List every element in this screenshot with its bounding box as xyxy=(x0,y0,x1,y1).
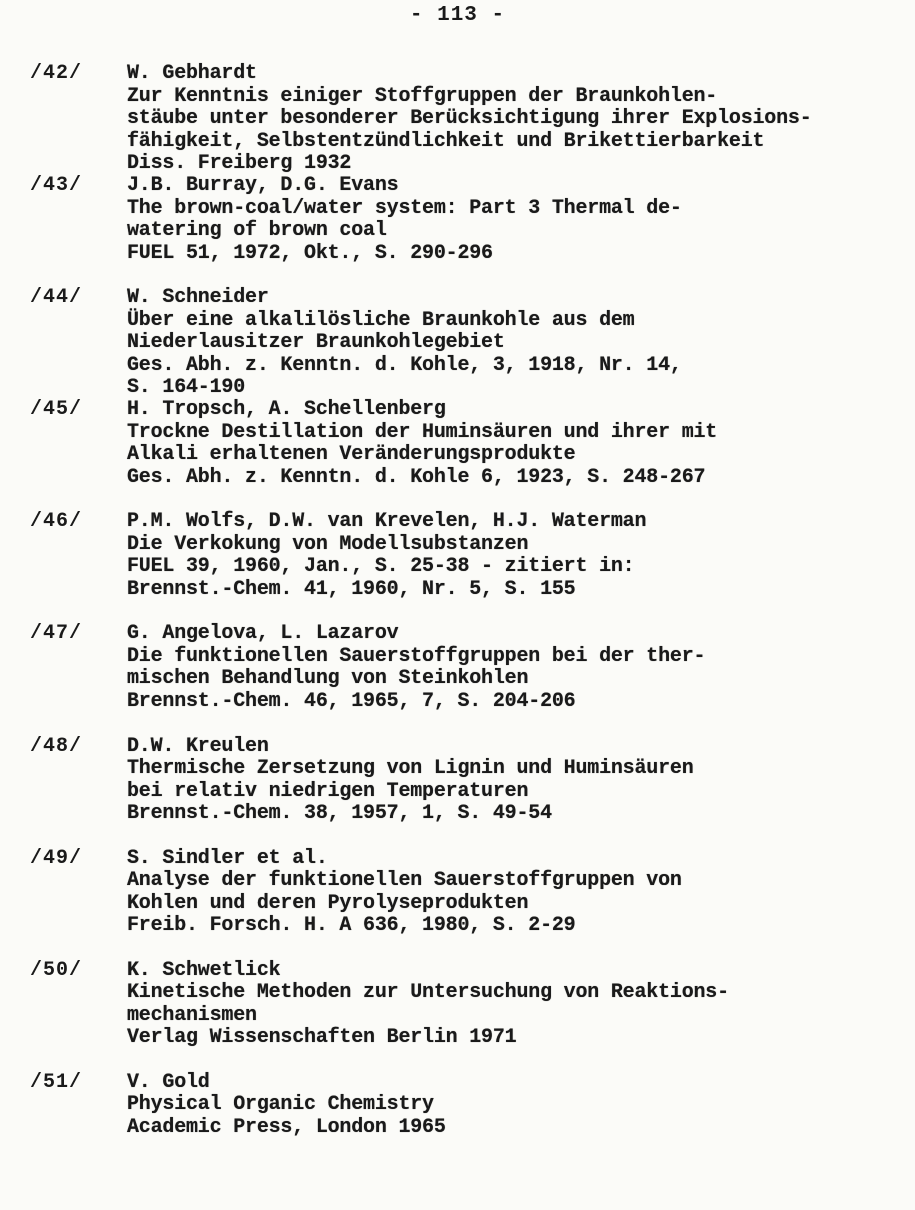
reference-line: Über eine alkalilösliche Braunkohle aus dem xyxy=(127,308,635,332)
reference-entry xyxy=(0,736,915,848)
reference-text xyxy=(127,623,907,713)
reference-line: Ges. Abh. z. Kenntn. d. Kohle, 3, 1918, Nr. 14, xyxy=(127,353,682,377)
reference-line: Zur Kenntnis einiger Stoffgruppen der Braunkohlen- xyxy=(127,84,718,108)
reference-entry xyxy=(0,287,915,399)
reference-line: FUEL 51, 1972, Okt., S. 290-296 xyxy=(127,241,493,265)
reference-line: bei relativ niedrigen Temperaturen xyxy=(127,779,529,803)
reference-number: /47/ xyxy=(30,622,83,646)
reference-line: Physical Organic Chemistry xyxy=(127,1093,434,1117)
reference-line: Freib. Forsch. H. A 636, 1980, S. 2-29 xyxy=(127,914,576,938)
reference-text xyxy=(127,63,907,176)
reference-line: Verlag Wissenschaften Berlin 1971 xyxy=(127,1026,517,1050)
reference-entry xyxy=(0,960,915,1072)
reference-entry xyxy=(0,511,915,623)
reference-line: Diss. Freiberg 1932 xyxy=(127,152,352,175)
reference-line: fähigkeit, Selbstentzündlichkeit und Brikettierbarkeit xyxy=(127,129,765,153)
reference-author: K. Schwetlick xyxy=(127,958,281,982)
reference-list xyxy=(0,63,915,1184)
reference-line: FUEL 39, 1960, Jan., S. 25-38 - zitiert in: xyxy=(127,555,635,579)
reference-line: Thermische Zersetzung von Lignin und Huminsäuren xyxy=(127,757,694,781)
reference-author: D.W. Kreulen xyxy=(127,734,269,758)
reference-author: P.M. Wolfs, D.W. van Krevelen, H.J. Waterman xyxy=(127,510,647,534)
reference-author: W. Schneider xyxy=(127,286,269,310)
reference-text xyxy=(127,736,907,826)
reference-line: Trockne Destillation der Huminsäuren und ihrer mit xyxy=(127,420,718,444)
reference-author: S. Sindler et al. xyxy=(127,846,328,870)
reference-author: J.B. Burray, D.G. Evans xyxy=(127,174,399,198)
reference-line: Brennst.-Chem. 38, 1957, 1, S. 49-54 xyxy=(127,802,552,826)
reference-author: V. Gold xyxy=(127,1070,210,1094)
reference-entry xyxy=(0,1072,915,1184)
reference-entry xyxy=(0,175,915,287)
reference-number: /48/ xyxy=(30,734,83,758)
reference-number: /46/ xyxy=(30,510,83,534)
reference-line: Niederlausitzer Braunkohlegebiet xyxy=(127,331,505,355)
reference-text xyxy=(127,287,907,400)
reference-text xyxy=(127,848,907,938)
reference-number: /49/ xyxy=(30,846,83,870)
reference-line: Kohlen und deren Pyrolyseprodukten xyxy=(127,891,529,915)
reference-line: Alkali erhaltenen Veränderungsprodukte xyxy=(127,443,576,467)
reference-text xyxy=(127,399,907,489)
reference-line: stäube unter besonderer Berücksichtigung ihrer Explosions- xyxy=(127,107,812,130)
page-number: - 113 - xyxy=(409,4,506,27)
reference-line: mechanismen xyxy=(127,1003,257,1027)
reference-line: mischen Behandlung von Steinkohlen xyxy=(127,667,529,691)
reference-number: /51/ xyxy=(30,1070,83,1094)
reference-text xyxy=(127,175,907,265)
reference-author: W. Gebhardt xyxy=(127,62,257,85)
reference-line: Die Verkokung von Modellsubstanzen xyxy=(127,532,529,556)
reference-entry xyxy=(0,63,915,175)
reference-line: Brennst.-Chem. 46, 1965, 7, S. 204-206 xyxy=(127,689,576,713)
reference-text xyxy=(127,960,907,1050)
reference-line: watering of brown coal xyxy=(127,219,387,243)
reference-entry xyxy=(0,623,915,735)
reference-line: The brown-coal/water system: Part 3 Thermal de- xyxy=(127,196,682,220)
reference-line: Brennst.-Chem. 41, 1960, Nr. 5, S. 155 xyxy=(127,577,576,601)
reference-line: Die funktionellen Sauerstoffgruppen bei der ther- xyxy=(127,644,706,668)
reference-author: G. Angelova, L. Lazarov xyxy=(127,622,399,646)
reference-line: Academic Press, London 1965 xyxy=(127,1115,446,1139)
reference-line: Kinetische Methoden zur Untersuchung von Reaktions- xyxy=(127,981,729,1005)
reference-line: Ges. Abh. z. Kenntn. d. Kohle 6, 1923, S. 248-267 xyxy=(127,465,706,489)
reference-number: /50/ xyxy=(30,958,83,982)
reference-text xyxy=(127,1072,907,1140)
reference-entry xyxy=(0,399,915,511)
reference-line: S. 164-190 xyxy=(127,376,246,400)
reference-number: /42/ xyxy=(30,62,83,85)
reference-author: H. Tropsch, A. Schellenberg xyxy=(127,398,446,422)
reference-number: /43/ xyxy=(30,174,83,198)
reference-number: /45/ xyxy=(30,398,83,422)
reference-entry xyxy=(0,848,915,960)
reference-number: /44/ xyxy=(30,286,83,310)
reference-text xyxy=(127,511,907,601)
reference-line: Analyse der funktionellen Sauerstoffgruppen von xyxy=(127,869,682,893)
